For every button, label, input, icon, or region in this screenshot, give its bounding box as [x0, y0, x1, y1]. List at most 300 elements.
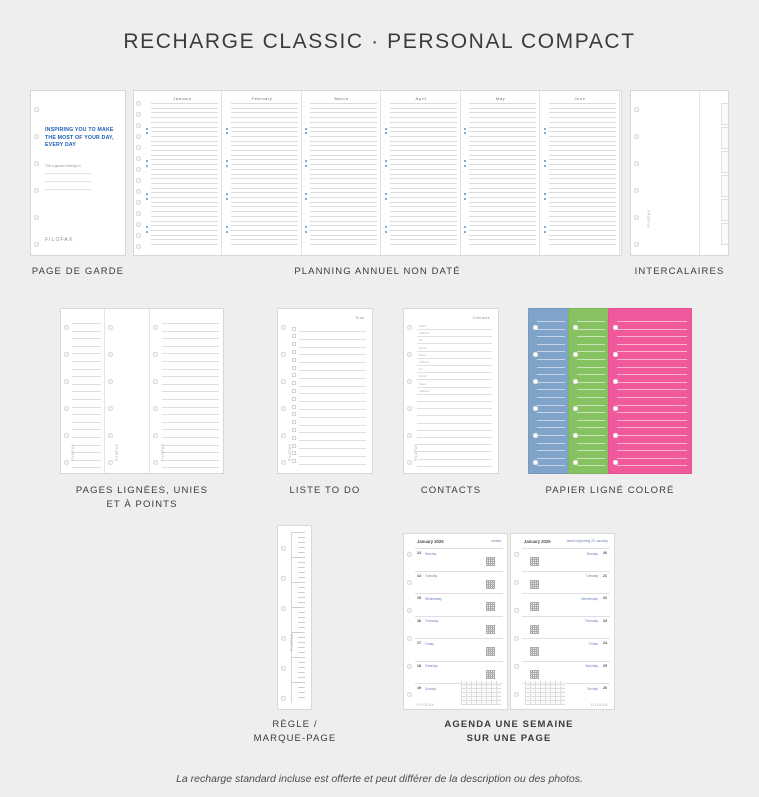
agenda-left-month: January 2025 [417, 539, 444, 544]
punch-hole [64, 379, 69, 384]
to-do-line [299, 417, 366, 418]
punch-hole [108, 460, 113, 465]
ruler-tick [292, 532, 305, 533]
to-do-checkbox[interactable] [292, 373, 296, 377]
ruled-line [162, 384, 219, 385]
to-do-line [299, 448, 366, 449]
punch-hole [34, 161, 39, 166]
liste-to-do-sheet [277, 308, 373, 474]
ruled-line [162, 338, 219, 339]
ruled-line [72, 353, 101, 354]
pages-lignees-panel-2 [105, 309, 150, 473]
punch-hole [407, 460, 412, 465]
to-do-checkbox[interactable] [292, 334, 296, 338]
agenda-day-name: Thursday [584, 619, 598, 623]
to-do-checkbox[interactable] [292, 350, 296, 354]
to-do-checkbox[interactable] [292, 428, 296, 432]
punch-hole [136, 189, 141, 194]
punch-hole [136, 145, 141, 150]
caption-intercalaires: INTERCALAIRES [634, 266, 725, 277]
punch-hole [407, 636, 412, 641]
month-name: March [334, 96, 349, 101]
note-block [530, 625, 539, 634]
punch-hole [34, 242, 39, 247]
to-do-line [299, 386, 366, 387]
punch-hole [136, 101, 141, 106]
agenda-day-name: Wednesday [425, 596, 442, 601]
to-do-line [299, 362, 366, 363]
punch-hole [108, 433, 113, 438]
ruled-line [72, 346, 101, 347]
punch-hole [64, 460, 69, 465]
to-do-line [299, 432, 366, 433]
contact-line [417, 372, 492, 373]
contact-field-label: Email [419, 345, 426, 350]
ruled-line [72, 384, 101, 385]
to-do-checkbox[interactable] [292, 436, 296, 440]
punch-hole [407, 664, 412, 669]
write-line [45, 189, 91, 190]
pages-lignees-sheet [60, 308, 224, 474]
agenda-day-name: Sunday [425, 686, 436, 691]
punch-hole [136, 134, 141, 139]
contact-line [417, 466, 492, 467]
to-do-checkbox[interactable] [292, 358, 296, 362]
punch-hole [281, 666, 286, 671]
punch-hole [136, 244, 141, 249]
month-column [224, 91, 302, 255]
contact-line [417, 415, 492, 416]
punch-holes [34, 91, 42, 255]
punch-hole [153, 433, 158, 438]
punch-hole [281, 406, 286, 411]
to-do-checkbox[interactable] [292, 342, 296, 346]
contact-line [417, 379, 492, 380]
page-de-garde-headline: INSPIRING YOU TO MAKE THE MOST OF YOUR DAY, EVERY DAY [45, 127, 114, 149]
ruler-tick [292, 582, 305, 583]
ruled-line [162, 331, 219, 332]
index-tab[interactable] [721, 175, 728, 197]
agenda-day-name: Saturday [585, 664, 598, 668]
contact-field-label: Tel [419, 367, 423, 372]
contact-line [417, 329, 492, 330]
punch-hole [136, 200, 141, 205]
ruled-line [72, 445, 101, 446]
ruled-line [162, 391, 219, 392]
ruled-line [162, 346, 219, 347]
punch-hole [136, 123, 141, 128]
note-block [486, 557, 495, 566]
agenda-day-number: 20 [603, 551, 607, 555]
ruled-line [162, 414, 219, 415]
punch-hole [108, 379, 113, 384]
agenda-day-number: 26 [603, 686, 607, 690]
ruled-line [162, 445, 219, 446]
punch-hole [514, 608, 519, 613]
caption-regle [236, 718, 354, 746]
contact-line [417, 437, 492, 438]
ruled-line [162, 437, 219, 438]
index-tab[interactable] [721, 103, 728, 125]
agenda-day-number: 13 [417, 551, 421, 555]
agenda-day-row [415, 548, 503, 573]
ruler-tick [298, 572, 305, 573]
ruler-tick [298, 662, 305, 663]
agenda-day-name: Tuesday [425, 574, 438, 578]
ruler-tick [298, 667, 305, 668]
punch-hole [514, 552, 519, 557]
agenda-semaine-right-page [510, 533, 615, 710]
ruler-tick [298, 567, 305, 568]
ruler-tick [298, 602, 305, 603]
punch-hole [108, 406, 113, 411]
write-line [45, 181, 91, 182]
month-column [383, 91, 461, 255]
index-tab[interactable] [721, 127, 728, 149]
ruler-tick [298, 647, 305, 648]
ruled-line [72, 323, 101, 324]
agenda-day-name: Friday [425, 641, 434, 646]
punch-hole [153, 406, 158, 411]
caption-contacts: CONTACTS [420, 485, 482, 496]
regle-marque-page-sheet [277, 525, 312, 710]
agenda-day-row [522, 593, 610, 618]
caption-pages-lignees [40, 484, 244, 512]
note-block [486, 625, 495, 634]
ruled-line [72, 422, 101, 423]
agenda-day-number: 15 [417, 596, 421, 600]
agenda-day-name: Tuesday [585, 574, 598, 578]
month-day-lines [231, 103, 298, 250]
mini-calendar [461, 681, 501, 705]
caption-page-de-garde: PAGE DE GARDE [31, 266, 125, 277]
to-do-line [299, 354, 366, 355]
agenda-day-row [415, 593, 503, 618]
to-do-checkbox[interactable] [292, 405, 296, 409]
contact-field-label: Address [419, 331, 430, 336]
agenda-semaine-left-page [403, 533, 508, 710]
contact-field-label: Address [419, 388, 430, 393]
ruled-line [72, 407, 101, 408]
to-do-line [299, 393, 366, 394]
punch-hole [634, 242, 639, 247]
to-do-line [299, 409, 366, 410]
month-column [144, 91, 222, 255]
divider-line [699, 91, 700, 255]
caption-line-2: ET À POINTS [106, 499, 178, 510]
to-do-checkbox[interactable] [292, 327, 296, 331]
punch-hole [34, 215, 39, 220]
punch-hole [634, 161, 639, 166]
punch-hole [407, 379, 412, 384]
ruled-line [162, 467, 219, 468]
ruler-tick [298, 622, 305, 623]
contact-line [417, 358, 492, 359]
intercalaires-sheet [630, 90, 729, 256]
punch-hole [407, 352, 412, 357]
brand-logo: FILOFAX [161, 443, 165, 461]
to-do-checkbox[interactable] [292, 366, 296, 370]
agenda-day-number: 17 [417, 641, 421, 645]
ruled-line [72, 452, 101, 453]
punch-hole [514, 664, 519, 669]
note-block [530, 580, 539, 589]
agenda-day-number: 19 [417, 686, 421, 690]
agenda-day-number: 18 [417, 663, 421, 668]
contacts-sheet [403, 308, 499, 474]
punch-hole [634, 215, 639, 220]
agenda-day-name: Wednesday [581, 596, 598, 601]
ruled-line [162, 407, 219, 408]
brand-logo: FILOFAX [45, 237, 74, 243]
agenda-day-name: Thursday [425, 619, 439, 623]
caption-line-1: PAGES LIGNÉES, UNIES [75, 485, 209, 496]
write-line [45, 173, 91, 174]
ruled-line [162, 353, 219, 354]
to-do-line [299, 378, 366, 379]
contact-line [417, 365, 492, 366]
ruled-line [72, 467, 101, 468]
brand-logo: FILOFAX [414, 443, 418, 461]
agenda-day-row [415, 616, 503, 641]
page-title: RECHARGE CLASSIC · PERSONAL COMPACT [123, 30, 636, 53]
month-day-lines [390, 103, 457, 250]
brand-logo: FILOFAX [417, 703, 435, 707]
punch-hole [136, 233, 141, 238]
punch-hole [634, 134, 639, 139]
punch-holes [514, 534, 522, 709]
brand-logo: FILOFAX [590, 703, 608, 707]
agenda-day-number: 23 [603, 618, 607, 623]
brand-logo: FILOFAX [288, 443, 292, 461]
caption-papier-colore: PAPIER LIGNÉ COLORÉ [545, 485, 675, 496]
contact-line [417, 408, 492, 409]
brand-logo: FILOFAX [115, 443, 119, 461]
to-do-line [299, 339, 366, 340]
punch-hole [136, 211, 141, 216]
note-block [530, 602, 539, 611]
note-block [486, 580, 495, 589]
ruled-line [162, 361, 219, 362]
index-tab[interactable] [721, 223, 728, 245]
punch-hole [34, 188, 39, 193]
agenda-left-week-label: weeks [491, 539, 501, 543]
ruler-tick [298, 697, 305, 698]
ruled-line [72, 331, 101, 332]
pages-lignees-panel-1 [61, 309, 105, 473]
agenda-day-row [522, 571, 610, 596]
agenda-day-name: Friday [589, 641, 598, 646]
contact-field-label: Name [419, 352, 427, 357]
contact-field-label: Name [419, 324, 427, 328]
punch-hole [407, 552, 412, 557]
ruler-tick [298, 687, 305, 688]
caption-line-1: AGENDA UNE SEMAINE [444, 719, 574, 730]
ruler-tick [298, 652, 305, 653]
agenda-day-number: 14 [417, 573, 421, 578]
page-de-garde-subtext: This organiser belongs to [45, 164, 81, 168]
ruled-line [72, 376, 101, 377]
note-block [530, 557, 539, 566]
ruler-tick [298, 642, 305, 643]
note-block [530, 647, 539, 656]
contact-line [417, 394, 492, 395]
punch-hole [407, 692, 412, 697]
ruled-line [162, 422, 219, 423]
to-do-checkbox[interactable] [292, 420, 296, 424]
punch-hole [281, 696, 286, 701]
punch-hole [108, 352, 113, 357]
month-day-lines [310, 103, 377, 250]
to-do-header: To do [355, 316, 364, 320]
agenda-day-row [522, 548, 610, 573]
to-do-checkbox[interactable] [292, 412, 296, 416]
agenda-day-row [415, 638, 503, 663]
to-do-line [299, 456, 366, 457]
agenda-day-row [522, 638, 610, 663]
ruler-tick [298, 677, 305, 678]
ruled-line [72, 391, 101, 392]
ruled-line [72, 437, 101, 438]
punch-hole [136, 156, 141, 161]
punch-hole [407, 325, 412, 330]
contact-line [417, 387, 492, 388]
punch-hole [64, 433, 69, 438]
month-name: April [415, 96, 427, 101]
agenda-right-month: January 2025 [524, 539, 551, 544]
punch-hole [281, 352, 286, 357]
to-do-checkbox[interactable] [292, 451, 296, 455]
punch-hole [108, 325, 113, 330]
punch-hole [136, 222, 141, 227]
ruler-tick [298, 672, 305, 673]
punch-hole [407, 406, 412, 411]
brand-logo: FILOFAX [647, 209, 651, 227]
contact-line [417, 336, 492, 337]
contact-line [417, 423, 492, 424]
ruler-tick [298, 612, 305, 613]
contact-field-label: Tel [419, 338, 423, 343]
punch-hole [136, 112, 141, 117]
index-tab[interactable] [721, 151, 728, 173]
agenda-day-number: 24 [603, 641, 607, 645]
punch-hole [34, 107, 39, 112]
agenda-day-number: 22 [603, 596, 607, 600]
agenda-day-number: 21 [603, 573, 607, 578]
colored-lined-sheet [528, 308, 570, 474]
ruler-tick [298, 547, 305, 548]
mini-calendar [525, 681, 565, 705]
month-day-lines [469, 103, 536, 250]
month-day-lines [151, 103, 218, 250]
punch-hole [514, 580, 519, 585]
brand-logo: FILOFAX [71, 443, 75, 461]
contacts-header: Contacts [472, 316, 490, 320]
ruler-tick [298, 552, 305, 553]
punch-hole [281, 576, 286, 581]
agenda-right-week-label: week beginning 20 January [566, 539, 608, 543]
punch-holes [634, 91, 642, 255]
to-do-checkbox[interactable] [292, 381, 296, 385]
agenda-day-row [522, 616, 610, 641]
ruled-line [162, 399, 219, 400]
contact-line [417, 451, 492, 452]
contact-line [417, 401, 492, 402]
punch-hole [64, 325, 69, 330]
caption-planning-annuel: PLANNING ANNUEL NON DATÉ [294, 266, 461, 277]
contact-field-label: Name [419, 381, 427, 386]
ruler-tick [298, 577, 305, 578]
brand-logo: FILOFAX [290, 633, 294, 651]
to-do-line [299, 347, 366, 348]
punch-hole [514, 636, 519, 641]
to-do-checkbox[interactable] [292, 459, 296, 463]
caption-liste-to-do: LISTE TO DO [289, 485, 361, 496]
to-do-checkbox[interactable] [292, 389, 296, 393]
month-name: May [495, 96, 506, 101]
punch-hole [136, 167, 141, 172]
month-name: February [251, 96, 273, 101]
punch-hole [281, 546, 286, 551]
contact-line [417, 459, 492, 460]
punch-hole [153, 379, 158, 384]
colored-lined-sheet [568, 308, 610, 474]
pages-lignees-panel-3 [150, 309, 223, 473]
month-column [303, 91, 381, 255]
punch-hole [281, 433, 286, 438]
ruled-line [72, 429, 101, 430]
ruled-lines [72, 309, 101, 473]
to-do-checkbox[interactable] [292, 444, 296, 448]
caption-line-1: RÈGLE / [272, 719, 318, 730]
punch-hole [281, 460, 286, 465]
colored-lined-sheet [608, 308, 692, 474]
papier-ligne-colore-group [528, 308, 692, 474]
agenda-day-number: 25 [603, 663, 607, 668]
index-tab[interactable] [721, 199, 728, 221]
to-do-line [299, 440, 366, 441]
ruled-line [162, 429, 219, 430]
punch-holes [407, 534, 415, 709]
punch-holes [281, 526, 289, 709]
ruled-line [72, 414, 101, 415]
agenda-day-name: Saturday [425, 664, 438, 668]
caption-line-2: SUR UNE PAGE [466, 733, 552, 744]
footnote: La recharge standard incluse est offerte et peut différer de la description ou des photos. [176, 773, 583, 785]
agenda-day-number: 16 [417, 618, 421, 623]
ruler-tick [298, 692, 305, 693]
month-column [462, 91, 540, 255]
punch-hole [153, 460, 158, 465]
punch-hole [634, 107, 639, 112]
to-do-checkbox[interactable] [292, 397, 296, 401]
punch-hole [407, 433, 412, 438]
ruled-line [162, 376, 219, 377]
ruler-tick [292, 557, 305, 558]
to-do-line [299, 401, 366, 402]
to-do-line [299, 331, 366, 332]
contact-field-label: Email [419, 374, 426, 379]
agenda-day-row [415, 571, 503, 596]
agenda-day-name: Monday [425, 551, 437, 556]
punch-hole [407, 608, 412, 613]
punch-hole [64, 406, 69, 411]
ruled-line [162, 369, 219, 370]
ruled-line [72, 369, 101, 370]
ruler-tick [292, 682, 305, 683]
ruled-line [162, 452, 219, 453]
contact-line [417, 444, 492, 445]
